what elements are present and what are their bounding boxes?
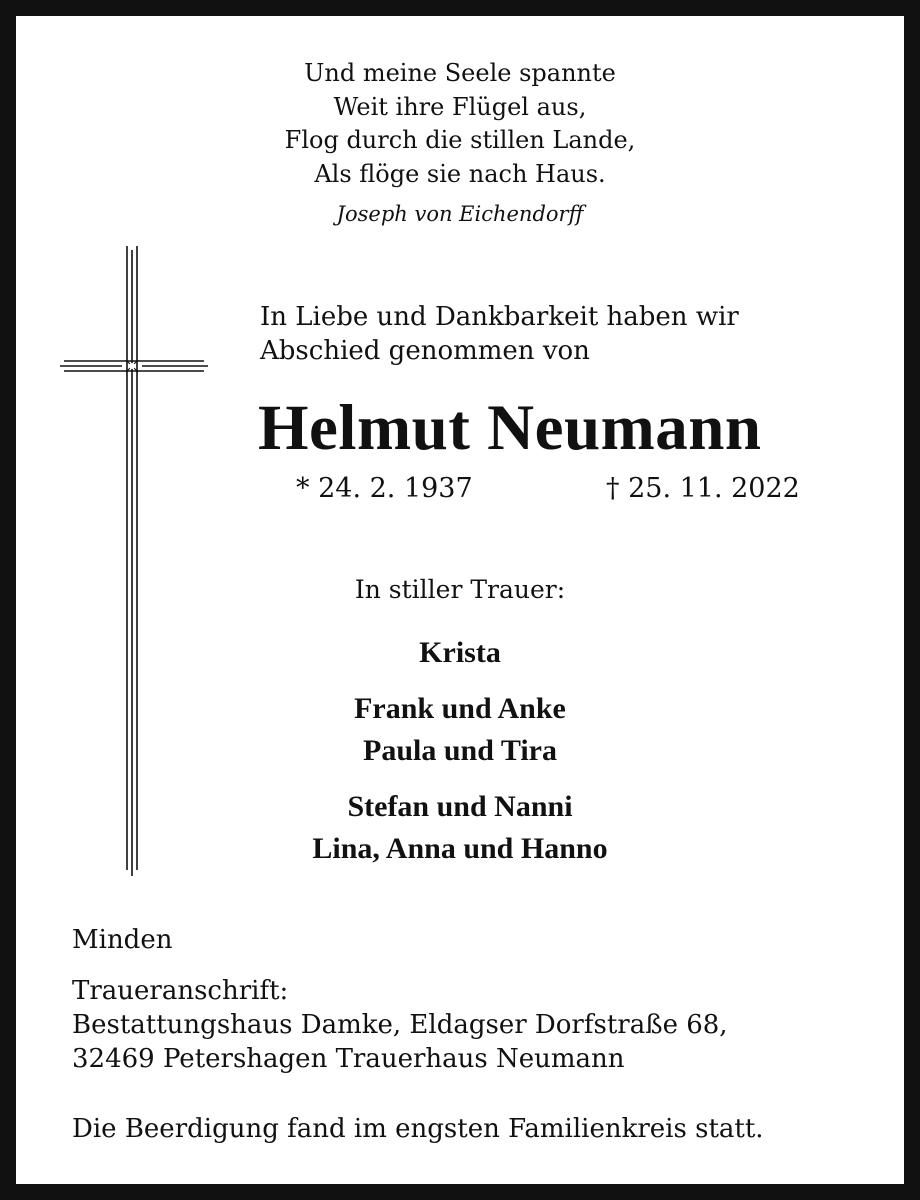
poem-author: Joseph von Eichendorff [336,202,584,226]
address-line: 32469 Petershagen Trauerhaus Neumann [72,1044,625,1074]
intro-text [260,300,860,368]
cross-icon [60,246,210,876]
intro-line: Abschied genommen von [260,336,590,366]
intro-line: In Liebe und Dankbarkeit haben wir [260,302,739,332]
poem-line: Weit ihre Flügel aus, [333,92,587,121]
mourning-address [72,974,728,1076]
birth-date: * 24. 2. 1937 [296,473,473,504]
poem-line: Flog durch die stillen Lande, [284,126,636,154]
deceased-name: Helmut Neumann [258,392,762,464]
poem [160,57,760,191]
mourning-label: In stiller Trauer: [354,575,566,604]
mourner: Lina, Anna und Hanno [312,832,608,865]
funeral-note: Die Beerdigung fand im engsten Familienkreis statt. [72,1114,764,1144]
address-line: Bestattungshaus Damke, Eldagser Dorfstraße 68, [72,1010,728,1040]
location: Minden [72,925,173,955]
mourner: Paula und Tira [363,734,557,767]
mourner: Frank und Anke [354,692,566,725]
poem-line: Als flöge sie nach Haus. [314,159,606,188]
address-label: Traueranschrift: [72,976,289,1006]
death-date: † 25. 11. 2022 [606,473,800,504]
poem-line: Und meine Seele spannte [304,59,616,87]
mourner: Krista [419,636,501,669]
mourner: Stefan und Nanni [347,790,573,823]
